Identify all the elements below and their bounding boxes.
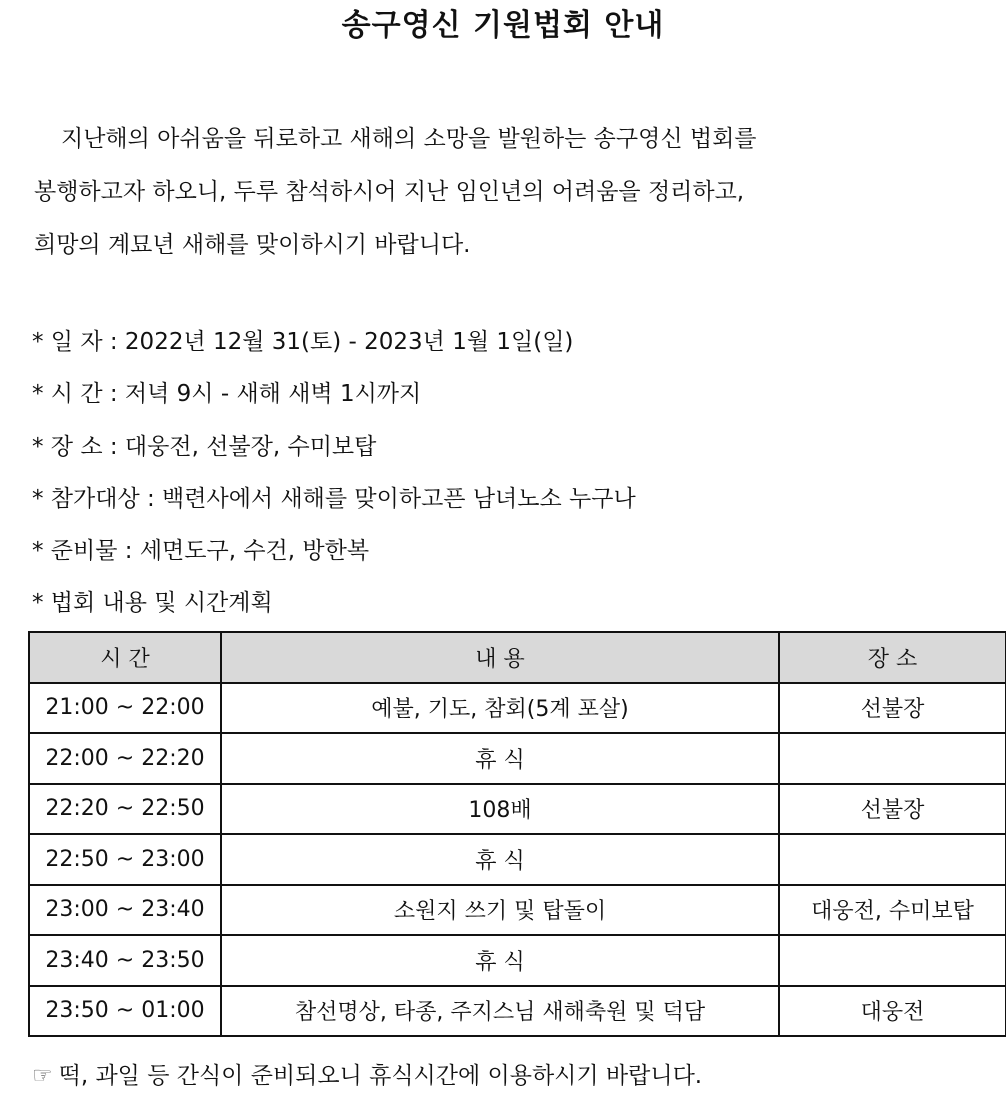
detail-supplies: * 준비물 : 세면도구, 수건, 방한복 — [32, 538, 370, 565]
intro-line-2: 봉행하고자 하오니, 두루 참석하시어 지난 임인년의 어려움을 정리하고, — [34, 179, 745, 205]
intro-line-1: 지난해의 아쉬움을 뒤로하고 새해의 소망을 발원하는 송구영신 법회를 — [61, 126, 757, 152]
cell-place: 선불장 — [779, 683, 1006, 734]
cell-content: 휴 식 — [221, 834, 779, 885]
table-row — [29, 683, 1006, 734]
intro-line-3: 희망의 계묘년 새해를 맞이하시기 바랍니다. — [34, 232, 471, 258]
detail-time: * 시 간 : 저녁 9시 - 새해 새벽 1시까지 — [32, 381, 422, 408]
cell-place: 선불장 — [779, 784, 1006, 835]
cell-place: 대웅전 — [779, 986, 1006, 1037]
header-content: 내 용 — [221, 632, 779, 683]
cell-content: 참선명상, 타종, 주지스님 새해축원 및 덕담 — [221, 986, 779, 1037]
cell-place — [779, 733, 1006, 784]
table-row — [29, 733, 1006, 784]
intro-paragraph — [34, 113, 994, 272]
cell-time: 23:50 ~ 01:00 — [29, 986, 221, 1037]
detail-date: * 일 자 : 2022년 12월 31(토) - 2023년 1월 1일(일) — [32, 329, 574, 355]
table-row — [29, 834, 1006, 885]
event-details — [32, 316, 992, 630]
cell-time: 22:50 ~ 23:00 — [29, 834, 221, 885]
cell-place — [779, 834, 1006, 885]
table-row — [29, 986, 1006, 1037]
detail-participants: * 참가대상 : 백련사에서 새해를 맞이하고픈 남녀노소 누구나 — [32, 485, 636, 512]
cell-content: 예불, 기도, 참회(5계 포살) — [221, 683, 779, 734]
footnote-text: 떡, 과일 등 간식이 준비되오니 휴식시간에 이용하시기 바랍니다. — [58, 1063, 703, 1089]
schedule-table — [28, 631, 1006, 1037]
cell-content: 소원지 쓰기 및 탑돌이 — [221, 885, 779, 936]
header-place: 장 소 — [779, 632, 1006, 683]
detail-program: * 법회 내용 및 시간계획 — [32, 590, 273, 617]
cell-place: 대웅전, 수미보탑 — [779, 885, 1006, 936]
table-row — [29, 935, 1006, 986]
footnote — [32, 1054, 702, 1098]
detail-place: * 장 소 : 대웅전, 선불장, 수미보탑 — [32, 433, 377, 460]
cell-content: 108배 — [221, 784, 779, 835]
header-time: 시 간 — [29, 632, 221, 683]
cell-time: 21:00 ~ 22:00 — [29, 683, 221, 734]
cell-time: 23:00 ~ 23:40 — [29, 885, 221, 936]
cell-place — [779, 935, 1006, 986]
table-header-row — [29, 632, 1006, 683]
cell-time: 22:00 ~ 22:20 — [29, 733, 221, 784]
pointing-hand-icon: ☞ — [32, 1063, 53, 1089]
cell-content: 휴 식 — [221, 733, 779, 784]
table-row — [29, 885, 1006, 936]
table-row — [29, 784, 1006, 835]
cell-time: 22:20 ~ 22:50 — [29, 784, 221, 835]
cell-time: 23:40 ~ 23:50 — [29, 935, 221, 986]
cell-content: 휴 식 — [221, 935, 779, 986]
page-title: 송구영신 기원법회 안내 — [341, 8, 665, 43]
